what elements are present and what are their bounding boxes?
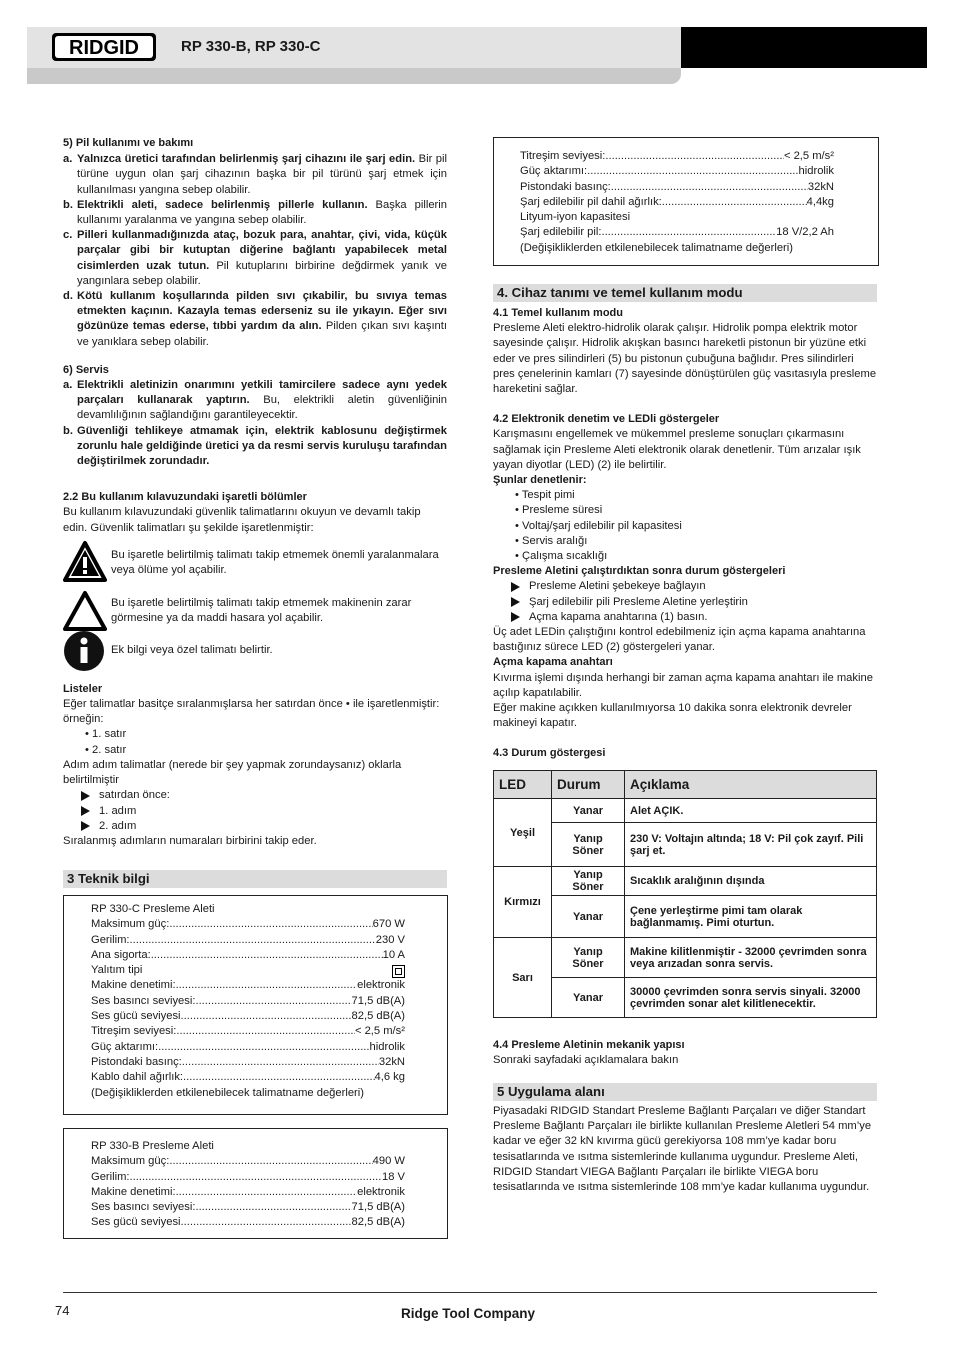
spec-row: Ses basıncı seviyesi: ..... 71,5 dB(A) [91, 1200, 405, 1215]
step-item: Şarj edilebilir pili Presleme Aletine yerleştirin [493, 595, 877, 610]
spec-row: Pistondaki basınç: ..... 32kN [91, 1055, 405, 1070]
warning-caution-icon [63, 590, 107, 632]
spec-row: Pistondaki basınç: ..... 32kN [520, 180, 834, 195]
list-bullet-2: • 2. satır [85, 743, 127, 756]
lists-outro: Sıralanmış adımların numaraları birbirini takip eder. [63, 834, 317, 847]
list-arrow-1: satırdan önce: [63, 788, 447, 803]
icon-row-info [63, 630, 447, 672]
header-black-block [681, 27, 927, 68]
spec-row: Maksimum güç: ..... 670 W [91, 917, 405, 932]
list-arrow-2: 1. adım [63, 804, 447, 819]
right-column [493, 306, 877, 762]
item-text: Pilden çıkan sıvı kaşıntı ve yanıklara sebep olabilir. [77, 320, 447, 348]
ridgid-logo [52, 33, 156, 61]
section-3-heading: 3 Teknik bilgi [63, 870, 447, 888]
spec-row: Ses basıncı seviyesi: ..... 71,5 dB(A) [91, 994, 405, 1009]
section-2-2-title: 2.2 Bu kullanım kılavuzundaki işaretli bölümler [63, 491, 307, 504]
spec-row: Gerilim: ..... 18 V [91, 1170, 405, 1185]
state-cell: Yanar [552, 978, 625, 1018]
section-4-4 [493, 1038, 877, 1068]
section-5-heading: 5 Uygulama alanı [493, 1083, 877, 1101]
desc-cell: Sıcaklık aralığının dışında [625, 867, 877, 896]
desc-cell: Makine kilitlenmiştir - 32000 çevrimden sonra veya arızadan sonra servis. [625, 938, 877, 978]
icon-text-danger: Bu işaretle belirtilmiş talimatı takip etmemek önemli yaralanmalara veya ölüme yol açabilir. [111, 548, 439, 577]
col-header-desc: Açıklama [625, 771, 877, 799]
spec-row: Ana sigorta: ..... 10 A [91, 948, 405, 963]
spec-row: Ses gücü seviyesi ..... 82,5 dB(A) [91, 1009, 405, 1024]
item-label: b. [63, 424, 73, 437]
table-row [494, 799, 877, 823]
switch-title: Açma kapama anahtarı [493, 656, 613, 669]
col-header-led: LED [494, 771, 552, 799]
arrow-icon [81, 821, 90, 831]
info-icon [63, 630, 105, 672]
checked-item: • Presleme süresi [515, 504, 603, 517]
spec-line-battery: Lityum-iyon kapasitesi [520, 211, 631, 224]
spec-box-title: RP 330-B Presleme Aleti [91, 1140, 214, 1152]
col-header-state: Durum [552, 771, 625, 799]
state-cell: Yanıp Söner [552, 823, 625, 867]
icon-text-caution: Bu işaretle belirtilmiş talimatı takip etmemek makinenin zarar görmesine ya da maddi hasara yol açabilir. [111, 596, 412, 625]
double-insulation-icon [392, 965, 405, 978]
section-5-text: Piyasadaki RIDGID Standart Presleme Bağlantı Parçaları ve diğer Standart Presleme Bağlantı Parçaları ile birlikte kullanılan Presleme Aletleri 54 mm’ye kadar ve eğer 32 kN kıvırma gücü gerekiyorsa 108 mm’ye kadar boru tesisatlarında ve ısıtma sistemlerinde kullanıma uygundur. Presleme Aleti, RIDGID Standart VIEGA Bağlantı Parçaları ile birlikte VIEGA boru tesisatlarında ve ısıtma sistemlerinde 108 mm’ye kadar kullanıma uygundur. [493, 1105, 872, 1194]
table-row [494, 938, 877, 978]
item-text: Bir pil türüne uygun olan şarj cihazının başka bir pil türünü şarj etmek için kullanılması yangına sebep olabilir. [77, 153, 447, 196]
lists-title: Listeler [63, 682, 103, 695]
spec-row: Gerilim: ..... 230 V [91, 933, 405, 948]
desc-cell: Alet AÇIK. [625, 799, 877, 823]
arrow-icon [511, 612, 520, 622]
state-cell: Yanıp Söner [552, 867, 625, 896]
section-4-heading: 4. Cihaz tanımı ve temel kullanım modu [493, 284, 877, 302]
led-color-cell: Yeşil [494, 799, 552, 867]
list-item [63, 198, 447, 228]
table-row [494, 896, 877, 938]
state-cell: Yanıp Söner [552, 938, 625, 978]
footer-rule [63, 1292, 877, 1293]
footer-company: Ridge Tool Company [401, 1306, 535, 1321]
item-label: c. [63, 229, 73, 242]
item-bold-text: Elektrikli aletinizin onarımını yetkili tamircilere sadece aynı yedek parçaları kullanarak yaptırın. [77, 379, 447, 407]
item-bold-text: Pilleri kullanmadığınızda ataç, bozuk para, anahtar, çivi, vida, küçük parçalar gibi bir kutuptan diğerine bağlantı yapabilecek metal cisimlerden uzak tutun. [77, 229, 447, 272]
switch-text-2: Eğer makine açıkken kullanılmıyorsa 10 dakika sonra elektronik devreler makineyi kapatır. [493, 702, 852, 730]
spec-row: Şarj edilebilir pil dahil ağırlık: ..... 4,4kg [520, 195, 834, 210]
item-bold-text: Kötü kullanım koşullarında pilden sıvı çıkabilir, bu sıvıya temas etmekten kaçının. Kazayla temas ederseniz su ile yıkayın. Eğer sıvı gözünüze temas ederse, tıbbi yardım da alın. [77, 290, 447, 333]
step-item: Presleme Aletini şebekeye bağlayın [493, 579, 877, 594]
section-6-items [63, 378, 447, 469]
list-item [63, 289, 447, 350]
list-item [63, 378, 447, 424]
section-4-4-title: 4.4 Presleme Aletinin mekanik yapısı [493, 1039, 685, 1051]
header-shadow [27, 68, 681, 84]
spec-box-title: RP 330-C Presleme Aleti [91, 903, 215, 915]
warning-danger-icon [63, 540, 107, 584]
checked-item: • Voltaj/şarj edilebilir pil kapasitesi [515, 519, 682, 532]
led-text: Üç adet LEDin çalıştığını kontrol edebilmeniz için açma kapama anahtarına bastığınız sürece LED (2) göstergeleri yanar. [493, 626, 866, 654]
spec-row: Şarj edilebilir pil: ..... 18 V/2,2 Ah [520, 225, 834, 240]
brand-text: RIDGID [69, 37, 139, 59]
item-label: d. [63, 290, 73, 303]
item-text: Pil kutuplarını birbirine değdirmek yanık ve yangınlara sebep olabilir. [77, 259, 447, 287]
section-2-2-intro: Bu kullanım kılavuzundaki güvenlik talimatlarını okuyun ve devamlı takip edin. Güvenlik talimatları şu şekilde işaretlenmiştir: [63, 506, 421, 534]
spec-box-continued [493, 137, 879, 266]
icon-text-info: Ek bilgi veya özel talimatı belirtir. [111, 644, 273, 657]
list-arrow-3: 2. adım [63, 819, 447, 834]
section-4-4-text: Sonraki sayfadaki açıklamalara bakın [493, 1054, 679, 1067]
lists-intro: Eğer talimatlar basitçe sıralanmışlarsa her satırdan önce • ile işaretlenmiştir: örneğin: [63, 698, 440, 726]
model-title: RP 330-B, RP 330-C [181, 38, 321, 55]
item-bold-text: Elektrikli aleti, sadece belirlenmiş pillerle kullanın. [77, 198, 368, 211]
item-bold-text: Güvenliği tehlikeye atmamak için, elektrik kablosunu değiştirmek zorunlu hale geldiğinde üretici ya da resmi servis kuruluşu tarafından değiştirilmek zorundadır. [77, 424, 447, 468]
item-text: Bu, elektrikli aletin güvenliğinin devamlılığının sağlandığını garantileyecektir. [77, 394, 448, 422]
spec-row: Titreşim seviyesi: ..... < 2,5 m/s² [91, 1024, 405, 1039]
switch-text-1: Kıvırma işlemi dışında herhangi bir zaman açma kapama anahtarı ile makine açılıp kapatılabilir. [493, 671, 873, 699]
spec-row: Makine denetimi: ..... elektronik [91, 1185, 405, 1200]
section-4-1-title: 4.1 Temel kullanım modu [493, 307, 623, 319]
arrow-icon [511, 582, 520, 592]
spec-row: Maksimum güç: ..... 490 W [91, 1154, 405, 1169]
spec-note: (Değişikliklerden etkilenebilecek talimatname değerleri) [91, 1086, 364, 1099]
table-row [494, 867, 877, 896]
section-6-title: 6) Servis [63, 363, 109, 376]
item-label: a. [63, 153, 73, 166]
item-text: Başka pillerin kullanımı yaralanma ve yangına sebep olabilir. [77, 198, 447, 227]
arrow-icon [81, 791, 90, 801]
spec-row: Makine denetimi: ..... elektronik [91, 978, 405, 993]
spec-row: Güç aktarımı: ..... hidrolik [91, 1040, 405, 1055]
desc-cell: 30000 çevrimden sonra servis sinyali. 32000 çevrimden sonar alet kilitlenecektir. [625, 978, 877, 1018]
icon-list [63, 544, 447, 672]
spec-box-rp330b [63, 1128, 448, 1239]
state-cell: Yanar [552, 896, 625, 938]
step-item: Açma kapama anahtarına (1) basın. [493, 610, 877, 625]
led-color-cell: Sarı [494, 938, 552, 1018]
spec-row: Güç aktarımı: ..... hidrolik [520, 164, 834, 179]
item-label: b. [63, 198, 73, 211]
table-row [494, 823, 877, 867]
spec-row: Titreşim seviyesi: ..... < 2,5 m/s² [520, 149, 834, 164]
section-4-1-text: Presleme Aleti elektro-hidrolik olarak çalışır. Hidrolik pompa elektrik motor sayesinde çalışır. Hidrolik akışkan basıncı hareketli pistonun bir yüzüne etki eder ve pres silindirleri (5) bu pistonun çubuğuna bağlıdır. Pres silindirleri pres çenelerinin kamları (7) sayesinde dönüştürülen güç vasıtasıyla presleme hareketini sağlar. [493, 322, 877, 396]
icon-row-caution [63, 590, 447, 630]
checked-item: • Tespit pimi [515, 489, 575, 502]
spec-row: Kablo dahil ağırlık: ..... 4,6 kg [91, 1070, 405, 1085]
spec-box-rp330c [63, 895, 448, 1115]
item-label: a. [63, 379, 73, 392]
list-bullet-1: • 1. satır [85, 728, 127, 741]
checked-item: • Servis aralığı [515, 534, 588, 547]
spec-row: Yalıtım tipi [91, 963, 405, 978]
spec-row: Ses gücü seviyesi ..... 82,5 dB(A) [91, 1215, 405, 1230]
state-cell: Yanar [552, 799, 625, 823]
list-item [63, 424, 447, 470]
icon-row-danger [63, 544, 447, 590]
arrow-icon [81, 806, 90, 816]
table-row [494, 978, 877, 1018]
led-color-cell: Kırmızı [494, 867, 552, 938]
list-item [63, 152, 447, 198]
status-title: Presleme Aletini çalıştırdıktan sonra durum göstergeleri [493, 565, 786, 578]
section-4-3-title: 4.3 Durum göstergesi [493, 747, 606, 760]
page-number: 74 [55, 1303, 70, 1318]
list-item [63, 228, 447, 289]
lists-intro-2: Adım adım talimatlar (nerede bir şey yapmak zorundaysanız) oklarla belirtilmiştir [63, 758, 402, 787]
status-table [493, 770, 877, 1018]
section-5-items [63, 152, 447, 350]
arrow-icon [511, 597, 520, 607]
section-5-title: 5) Pil kullanımı ve bakımı [63, 137, 194, 149]
left-column [63, 136, 447, 849]
desc-cell: Çene yerleştirme pimi tam olarak bağlanmamış. Pimi oturtun. [625, 896, 877, 938]
section-4-2-text: Karışmasını engellemek ve mükemmel presleme sonuçları çıkarmasını sağlamak için Presleme Aleti elektronik olarak denetlenir. Tüm arızalar ışık yayan diyotlar (LED) (2) ile belirtilir. [493, 428, 861, 471]
checked-item: • Çalışma sıcaklığı [515, 550, 608, 563]
item-bold-text: Yalnızca üretici tarafından belirlenmiş şarj cihazını ile şarj edin. [77, 153, 416, 166]
checked-title: Şunlar denetlenir: [493, 474, 587, 487]
spec-note: (Değişikliklerden etkilenebilecek talimatname değerleri) [520, 241, 793, 254]
section-4-2-title: 4.2 Elektronik denetim ve LEDli göstergeler [493, 413, 720, 426]
desc-cell: 230 V: Voltajın altında; 18 V: Pil çok zayıf. Pili şarj et. [625, 823, 877, 867]
